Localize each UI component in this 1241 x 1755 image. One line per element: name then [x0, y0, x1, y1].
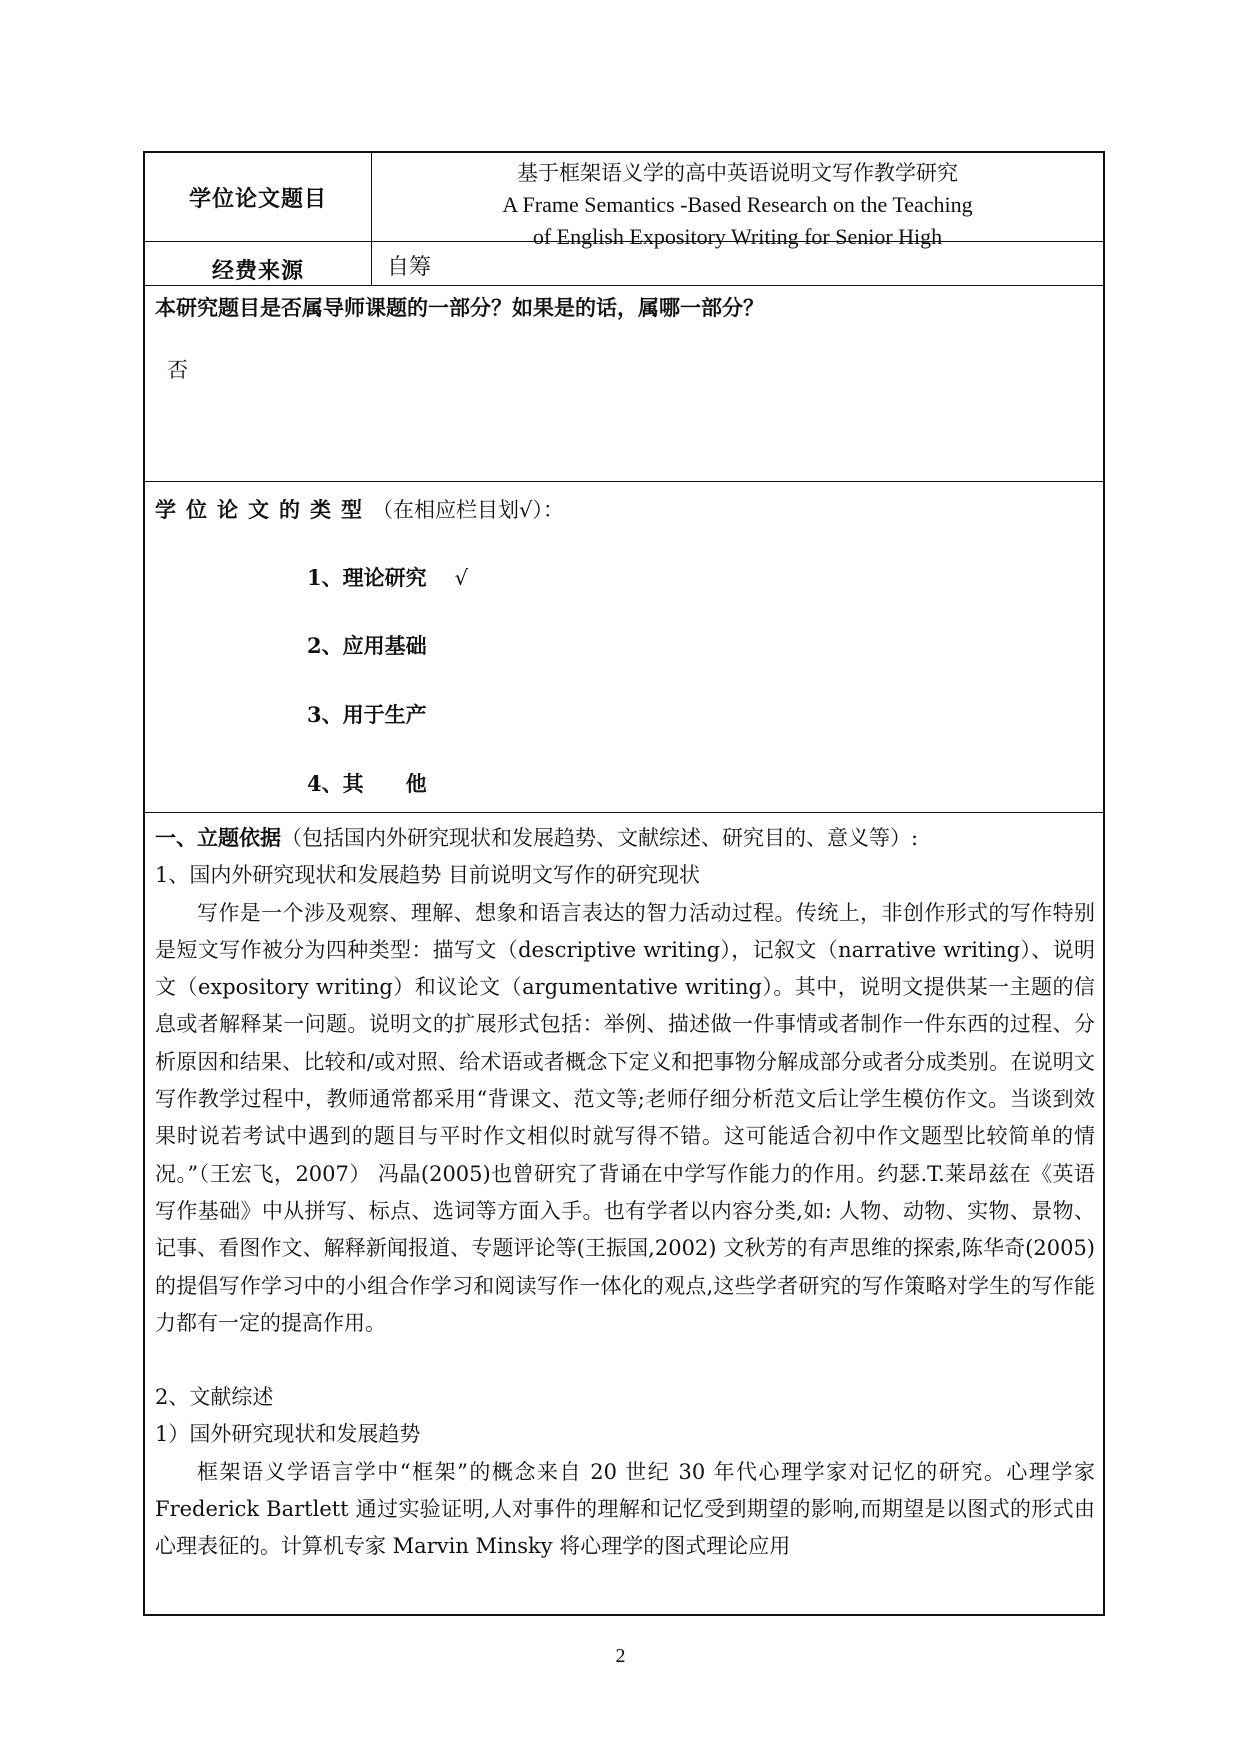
- thesis-type-item: [307, 630, 427, 660]
- funding-row: [145, 242, 1103, 286]
- proposal-table: [143, 151, 1105, 1616]
- thesis-type-item-label: 1、理论研究: [307, 565, 427, 590]
- thesis-title-zh: 基于框架语义学的高中英语说明文写作教学研究: [517, 161, 958, 185]
- thesis-title-value: [372, 153, 1103, 249]
- thesis-title-row: [145, 153, 1103, 249]
- page-number: 2: [615, 1645, 626, 1667]
- thesis-type-row: [145, 482, 1103, 813]
- basis-heading-bold: 一、立题依据: [155, 825, 281, 850]
- thesis-title-en-line1: A Frame Semantics -Based Research on the Teaching: [502, 192, 973, 217]
- funding-value-cell: [372, 242, 1103, 285]
- thesis-type-item: [307, 768, 427, 798]
- thesis-type-item-label: 4、其 他: [307, 771, 427, 796]
- basis-subheading-2: 2、文献综述: [155, 1385, 274, 1410]
- thesis-type-item: [307, 562, 468, 592]
- funding-value: 自筹: [387, 255, 432, 280]
- thesis-type-heading-note: （在相应栏目划√）：: [372, 498, 564, 522]
- research-basis-text: [155, 819, 1095, 1566]
- thesis-title-label: 学位论文题目: [145, 153, 372, 241]
- basis-subheading-3: 1）国外研究现状和发展趋势: [155, 1422, 421, 1447]
- research-basis-row: [145, 813, 1103, 1614]
- thesis-type-item-label: 3、用于生产: [307, 702, 427, 727]
- advisor-project-row: [145, 286, 1103, 482]
- advisor-project-question: 本研究题目是否属导师课题的一部分？如果是的话，属哪一部分？: [155, 295, 764, 320]
- basis-heading: [155, 819, 1095, 857]
- check-mark-icon: √: [454, 566, 469, 590]
- advisor-project-answer: 否: [167, 358, 188, 382]
- basis-paragraph-1: 写作是一个涉及观察、理解、想象和语言表达的智力活动过程。传统上，非创作形式的写作特别是短文写作被分为四种类型：描写文（descriptive writing），记叙文（narrative writing）、说明文（expository writing）和议论文（argumentative writing）。其中，说明文提供某一主题的信息或者解释某一问题。说明文的扩展形式包括：举例、描述做一件事情或者制作一件东西的过程、分析原因和结果、比较和/或对照、给术语或者概念下定义和把事物分解成部分或者分成类别。在说明文写作教学过程中，教师通常都采用“背课文、范文等;老师仔细分析范文后让学生模仿作文。当谈到效果时说若考试中遇到的题目与平时作文相似时就写得不错。这可能适合初中作文题型比较简单的情况。”（王宏飞，2007） 冯晶(2005)也曾研究了背诵在中学写作能力的作用。约瑟.T.莱昂兹在《英语写作基础》中从拼写、标点、选词等方面入手。也有学者以内容分类,如: 人物、动物、实物、景物、记事、看图作文、解释新闻报道、专题评论等(王振国,2002) 文秋芳的有声思维的探索,陈华奇(2005)的提倡写作学习中的小组合作学习和阅读写作一体化的观点,这些学者研究的写作策略对学生的写作能力都有一定的提高作用。: [155, 900, 1095, 1335]
- thesis-title-en-line2: of English Expository Writing for Senior High: [532, 224, 943, 249]
- thesis-type-item: [307, 699, 427, 729]
- funding-label: 经费来源: [145, 242, 372, 285]
- basis-subheading-1: 1、国内外研究现状和发展趋势 目前说明文写作的研究现状: [155, 863, 701, 888]
- thesis-type-heading-bold: 学位论文的类型: [155, 497, 372, 522]
- thesis-type-heading: [155, 494, 564, 524]
- basis-paragraph-2: 框架语义学语言学中“框架”的概念来自 20 世纪 30 年代心理学家对记忆的研究。心理学家 Frederick Bartlett 通过实验证明,人对事件的理解和记忆受到期望的影响,而期望是以图式的形式由心理表征的。计算机专家 Marvin Minsky 将心理学的图式理论应用: [155, 1459, 1095, 1559]
- thesis-type-item-label: 2、应用基础: [307, 633, 427, 658]
- basis-heading-note: （包括国内外研究现状和发展趋势、文献综述、研究目的、意义等）:: [281, 826, 919, 850]
